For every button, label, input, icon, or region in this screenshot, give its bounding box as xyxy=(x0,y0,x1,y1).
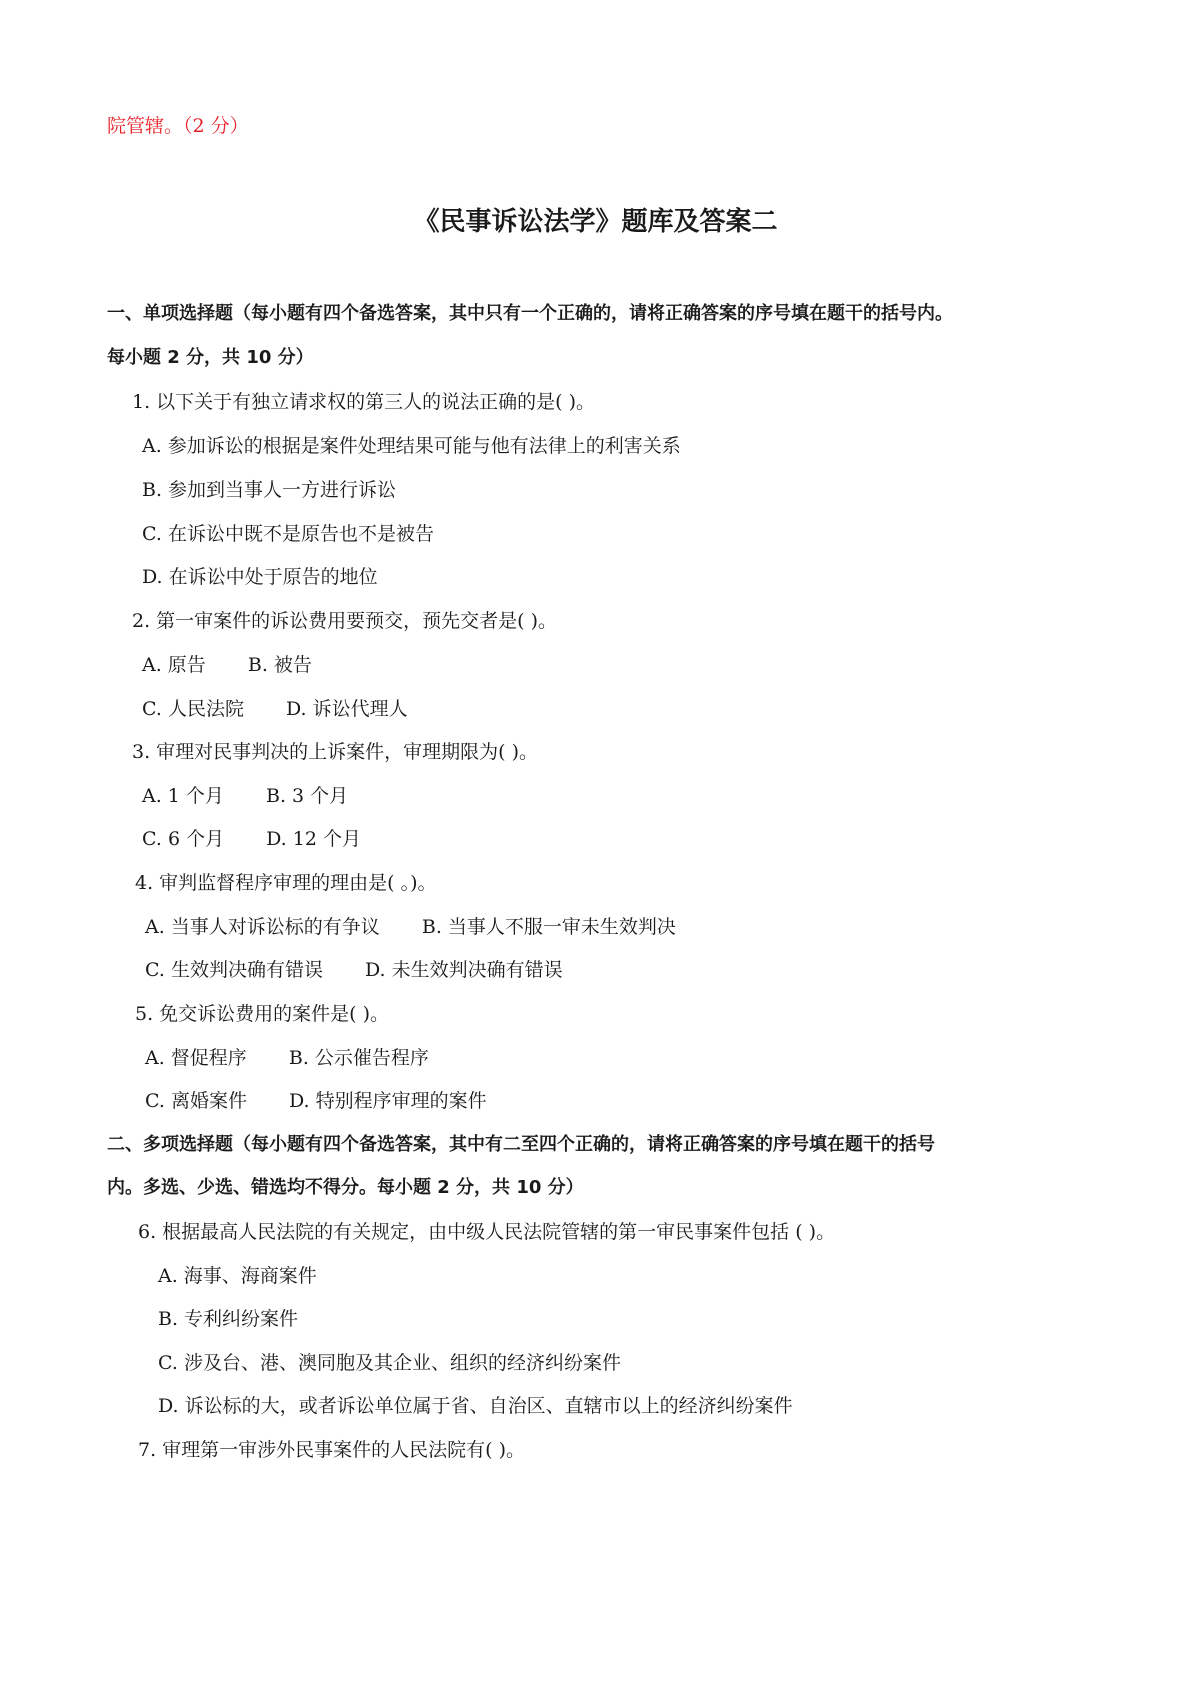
question-5-option-d: D. 特别程序审理的案件 xyxy=(289,1090,487,1112)
question-2-options-row2 xyxy=(142,697,408,721)
section1-heading-line2: 每小题 2 分，共 10 分） xyxy=(107,347,314,368)
question-6-stem: 6. 根据最高人民法院的有关规定，由中级人民法院管辖的第一审民事案件包括 ( )。 xyxy=(138,1221,836,1243)
question-3-option-a: A. 1 个月 xyxy=(142,785,224,807)
question-3-stem: 3. 审理对民事判决的上诉案件，审理期限为( )。 xyxy=(132,741,539,763)
question-2-stem: 2. 第一审案件的诉讼费用要预交，预先交者是( )。 xyxy=(132,610,558,632)
question-4-options-row1 xyxy=(145,915,676,939)
question-4-option-d: D. 未生效判决确有错误 xyxy=(365,959,563,981)
question-3-option-b: B. 3 个月 xyxy=(265,785,349,807)
question-1-stem: 1. 以下关于有独立请求权的第三人的说法正确的是( )。 xyxy=(132,391,596,413)
document-title: 《民事诉讼法学》题库及答案二 xyxy=(413,207,778,237)
question-1-option-b: B. 参加到当事人一方进行诉讼 xyxy=(142,479,397,501)
question-5-stem: 5. 免交诉讼费用的案件是( )。 xyxy=(135,1003,390,1025)
question-5-option-b: B. 公示催告程序 xyxy=(288,1047,429,1069)
question-1-option-a: A. 参加诉讼的根据是案件处理结果可能与他有法律上的利害关系 xyxy=(142,435,681,457)
question-4-option-b: B. 当事人不服一审未生效判决 xyxy=(421,916,676,938)
question-3-options-row1 xyxy=(142,784,348,808)
question-4-options-row2 xyxy=(145,958,563,982)
question-6-option-b: B. 专利纠纷案件 xyxy=(158,1308,299,1330)
question-1-option-c: C. 在诉讼中既不是原告也不是被告 xyxy=(142,523,434,545)
question-6-option-c: C. 涉及台、港、澳同胞及其企业、组织的经济纠纷案件 xyxy=(158,1352,621,1374)
question-4-stem: 4. 审判监督程序审理的理由是( 。)。 xyxy=(135,872,437,894)
question-2-option-b: B. 被告 xyxy=(247,654,312,676)
question-5-options-row2 xyxy=(145,1089,487,1113)
question-4-option-c: C. 生效判决确有错误 xyxy=(145,959,323,981)
section1-heading-line1: 一、单项选择题（每小题有四个备选答案，其中只有一个正确的，请将正确答案的序号填在题干的括号内。 xyxy=(107,303,953,324)
question-5-option-c: C. 离婚案件 xyxy=(145,1090,247,1112)
question-5-option-a: A. 督促程序 xyxy=(145,1047,247,1069)
question-7-stem: 7. 审理第一审涉外民事案件的人民法院有( )。 xyxy=(138,1439,526,1461)
question-5-options-row1 xyxy=(145,1046,429,1070)
question-1-option-d: D. 在诉讼中处于原告的地位 xyxy=(142,566,378,588)
section2-heading-line2: 内。多选、少选、错选均不得分。每小题 2 分，共 10 分） xyxy=(107,1177,584,1198)
carryover-text: 院管辖。（2 分） xyxy=(107,115,249,137)
question-2-option-c: C. 人民法院 xyxy=(142,698,244,720)
question-2-options-row1 xyxy=(142,653,312,677)
question-6-option-a: A. 海事、海商案件 xyxy=(158,1265,317,1287)
question-6-option-d: D. 诉讼标的大，或者诉讼单位属于省、自治区、直辖市以上的经济纠纷案件 xyxy=(158,1395,793,1417)
question-3-option-d: D. 12 个月 xyxy=(266,828,361,850)
section2-heading-line1: 二、多项选择题（每小题有四个备选答案，其中有二至四个正确的，请将正确答案的序号填在题干的括号 xyxy=(107,1134,935,1155)
question-2-option-d: D. 诉讼代理人 xyxy=(286,698,408,720)
question-3-option-c: C. 6 个月 xyxy=(142,828,225,850)
question-3-options-row2 xyxy=(142,827,361,851)
question-4-option-a: A. 当事人对诉讼标的有争议 xyxy=(145,916,380,938)
question-2-option-a: A. 原告 xyxy=(142,654,206,676)
